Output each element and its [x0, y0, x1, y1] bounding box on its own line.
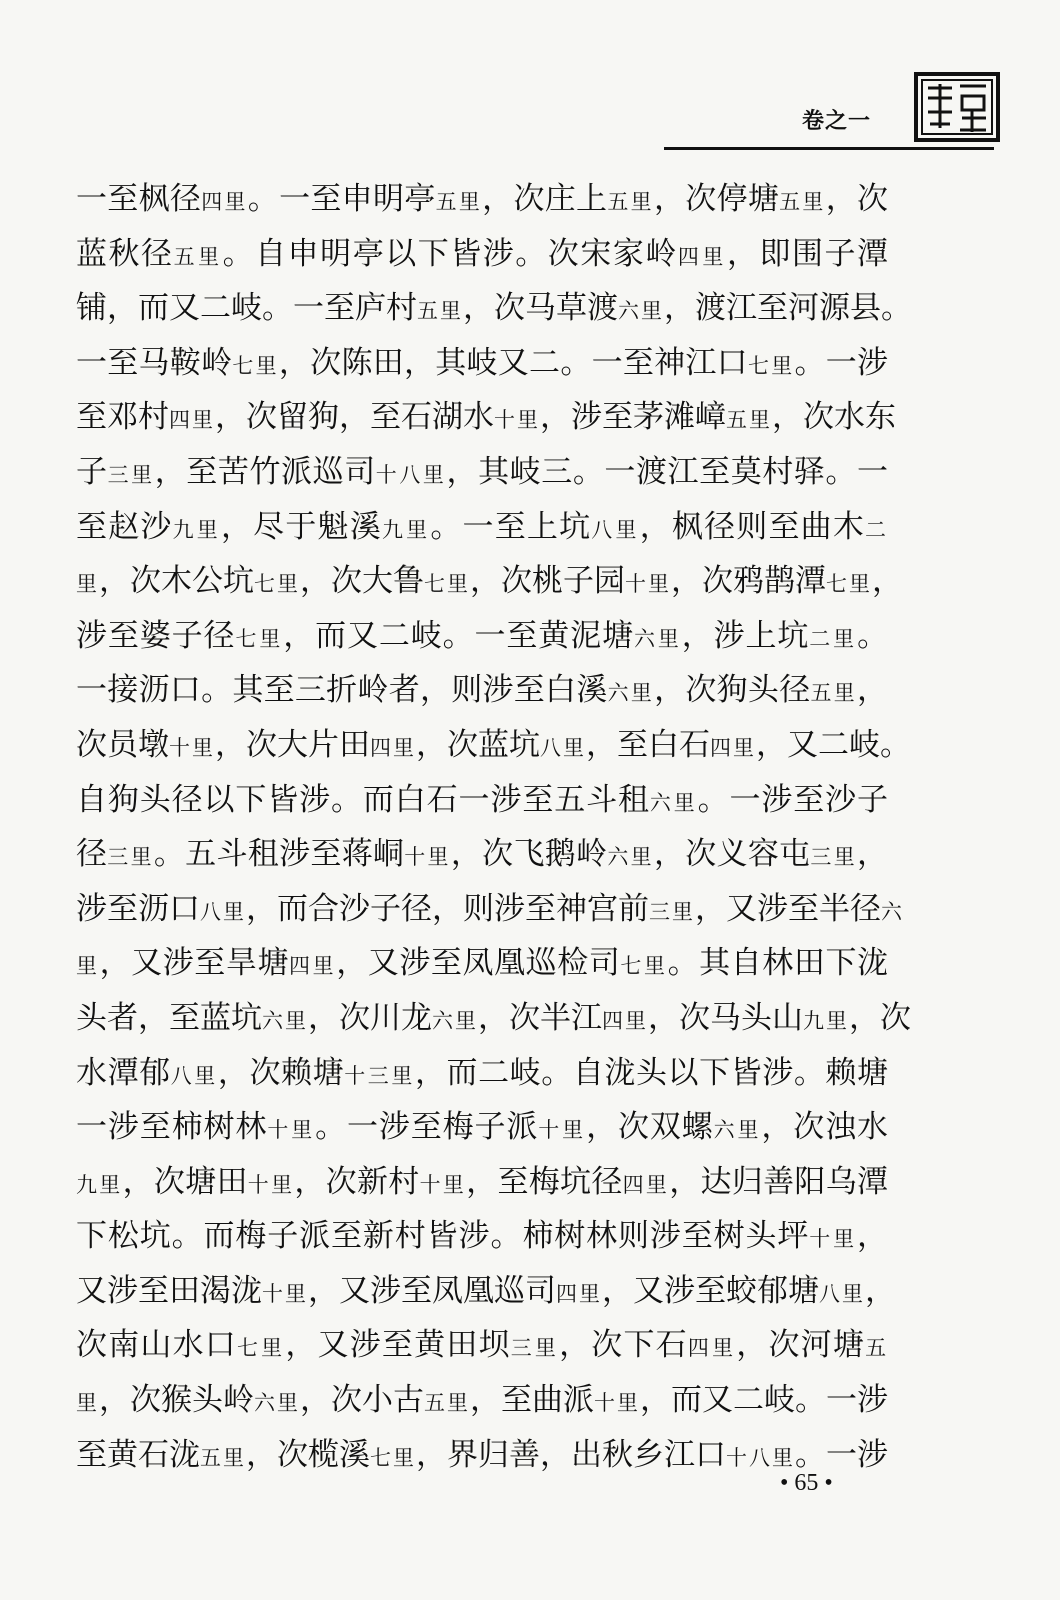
text-segment: ，次猴头岭	[99, 1382, 254, 1419]
distance-note: 四里	[710, 735, 756, 760]
text-segment: ，至梅坑径	[466, 1163, 623, 1200]
distance-note: 五里	[200, 1445, 246, 1470]
distance-note: 六里	[607, 845, 654, 870]
distance-note: 三里	[649, 899, 695, 924]
distance-note: 七里	[424, 572, 470, 597]
distance-note: 八里	[200, 899, 246, 924]
distance-note: 六里	[618, 299, 664, 324]
distance-note: 九里	[172, 517, 221, 542]
text-segment: ，次义容屯	[653, 836, 811, 873]
distance-note: 四里	[289, 954, 337, 979]
text-line	[76, 1155, 888, 1210]
text-line	[76, 500, 888, 555]
text-segment: ，次鸦鹊潭	[671, 563, 826, 600]
text-segment: ，次浊水	[761, 1109, 889, 1146]
text-segment: 至邓村	[76, 399, 169, 436]
text-line	[76, 718, 911, 773]
text-segment: 一涉至柿树林	[76, 1109, 268, 1146]
distance-note: 九里	[76, 1172, 123, 1197]
text-line	[76, 991, 911, 1046]
text-segment: 一接沥口。其至三折岭者，则涉至白溪	[76, 672, 608, 709]
distance-note: 十里	[538, 1118, 587, 1143]
distance-note: 四里	[687, 1336, 737, 1361]
text-segment: ，次留狗，至石湖水	[215, 399, 494, 436]
distance-note: 里	[76, 954, 100, 979]
text-segment: 头者，至蓝坑	[76, 999, 262, 1036]
distance-note: 七里	[235, 626, 284, 651]
text-segment: ，涉至茅滩嶂	[540, 399, 726, 436]
distance-note: 里	[76, 1391, 99, 1416]
text-segment: ，次河塘	[736, 1327, 866, 1364]
distance-note: 九里	[803, 1008, 849, 1033]
distance-note: 四里	[201, 190, 248, 214]
text-line	[76, 336, 888, 391]
distance-note: 五里	[417, 299, 463, 324]
text-line	[76, 390, 896, 445]
text-segment: ，而又二岐。一至黄泥塘	[283, 617, 634, 654]
distance-note: 六里	[633, 626, 682, 651]
text-segment: ，次双螺	[586, 1109, 714, 1146]
text-segment: ，其岐三。一渡江至莫村驿。一	[446, 453, 889, 490]
text-segment: ，次榄溪	[246, 1436, 370, 1473]
text-line	[76, 1428, 888, 1483]
text-segment: 下松坑。而梅子派至新村皆涉。柿树林则涉至树头坪	[76, 1218, 810, 1255]
distance-note: 六	[881, 899, 904, 924]
distance-note: 七里	[620, 954, 668, 979]
text-segment: ，次大鲁	[300, 563, 424, 600]
distance-note: 十里	[267, 1118, 316, 1143]
distance-note: 四里	[622, 1172, 670, 1197]
text-segment: ，	[872, 563, 903, 600]
distance-note: 五里	[424, 1391, 470, 1416]
text-segment: ，又涉至蛟郁塘	[602, 1272, 819, 1309]
text-segment: ，	[857, 836, 889, 873]
distance-note: 四里	[677, 244, 727, 269]
text-segment: ，次赖塘	[217, 1054, 345, 1091]
text-segment: 。五斗租涉至蒋峒	[153, 836, 405, 873]
text-segment: ，即围子潭	[726, 235, 889, 272]
text-line	[76, 827, 888, 882]
distance-note: 六里	[713, 1118, 762, 1143]
text-segment: ，次马头山	[648, 999, 803, 1036]
text-segment: 。一至申明亭	[247, 181, 436, 217]
distance-note: 七里	[826, 572, 872, 597]
text-segment: ，次	[849, 999, 911, 1036]
distance-note: 五	[865, 1336, 889, 1361]
text-segment: ，次飞鹅岭	[450, 836, 608, 873]
text-segment: ，次新村	[294, 1163, 420, 1200]
distance-note: 二里	[809, 626, 858, 651]
text-segment: ，次	[825, 181, 889, 217]
text-segment: 。其自林田下泷	[667, 945, 889, 982]
text-segment: 。	[857, 617, 889, 654]
text-line	[76, 1100, 888, 1155]
text-segment: ，	[857, 1218, 889, 1255]
text-line	[76, 609, 888, 664]
text-segment: 蓝秋径	[76, 235, 174, 272]
distance-note: 十里	[419, 1172, 467, 1197]
text-line	[76, 773, 888, 828]
distance-note: 七里	[370, 1445, 416, 1470]
text-segment: 至黄石泷	[76, 1436, 200, 1473]
text-line	[76, 281, 912, 336]
text-segment: ，尽于魁溪	[220, 508, 382, 545]
distance-note: 六里	[262, 1008, 308, 1033]
distance-note: 四里	[602, 1008, 648, 1033]
distance-note: 七里	[236, 1336, 286, 1361]
text-line	[76, 1318, 888, 1373]
distance-note: 十八里	[375, 462, 447, 487]
distance-note: 十里	[809, 1227, 858, 1252]
text-segment: ，而二岐。自泷头以下皆涉。赖塘	[414, 1054, 889, 1091]
distance-note: 十里	[594, 1391, 640, 1416]
text-segment: 。一涉至梅子派	[315, 1109, 539, 1146]
distance-note: 五里	[779, 190, 826, 214]
text-line	[76, 1209, 888, 1264]
distance-note: 十里	[494, 408, 540, 433]
text-segment: ，次停塘	[653, 181, 780, 217]
text-segment: ，又涉至凤凰巡检司	[336, 945, 621, 982]
distance-note: 十里	[169, 735, 215, 760]
distance-note: 五里	[810, 681, 858, 706]
distance-note: 十里	[404, 845, 451, 870]
text-segment: 涉至沥口	[76, 890, 200, 927]
text-segment: ，至苦竹派巡司	[154, 453, 376, 490]
distance-note: 里	[76, 572, 99, 597]
text-segment: 自狗头径以下皆涉。而白石一涉至五斗租	[76, 781, 650, 818]
text-segment: ，次塘田	[122, 1163, 248, 1200]
text-segment: 次员墩	[76, 726, 169, 763]
distance-note: 九里	[381, 517, 431, 542]
text-line	[76, 554, 903, 609]
text-segment: ，次水东	[772, 399, 896, 436]
text-segment: ，达归善阳乌潭	[669, 1163, 889, 1200]
distance-note: 七里	[232, 353, 279, 378]
text-segment: ，次半江	[478, 999, 602, 1036]
text-segment: ，又涉至凤凰巡司	[308, 1272, 556, 1309]
text-segment: ，而合沙子径，则涉至神宫前	[246, 890, 649, 927]
text-segment: ，次桃子园	[470, 563, 625, 600]
body-text	[76, 172, 912, 1482]
text-segment: ，至白石	[586, 726, 710, 763]
text-segment: 。自申明亭以下皆涉。次宋家岭	[222, 235, 678, 272]
text-segment: ，次陈田，其岐又二。一至神江口	[278, 344, 748, 381]
distance-note: 五里	[607, 190, 654, 214]
text-segment: ，次狗头径	[654, 672, 811, 709]
distance-note: 十里	[247, 1172, 295, 1197]
distance-note: 十里	[262, 1281, 308, 1306]
distance-note: 二	[865, 517, 889, 542]
text-segment: ，涉上坑	[681, 617, 810, 654]
distance-note: 七里	[747, 353, 795, 378]
text-segment: 又涉至田渴泷	[76, 1272, 262, 1309]
text-segment: ，又涉至黄田坝	[285, 1327, 511, 1364]
distance-note: 三里	[510, 1336, 560, 1361]
distance-note: 十三里	[344, 1063, 415, 1088]
text-segment: 。一至上坑	[430, 508, 592, 545]
text-segment: 。一涉	[794, 344, 889, 381]
text-segment: 子	[76, 453, 108, 490]
text-line	[76, 1046, 888, 1101]
page-number: • 65 •	[780, 1470, 833, 1496]
text-segment: 涉至婆子径	[76, 617, 236, 654]
text-line	[76, 1264, 896, 1319]
distance-note: 六里	[607, 681, 655, 706]
distance-note: 三里	[810, 845, 858, 870]
text-segment: ，次下石	[559, 1327, 688, 1364]
text-segment: 。一涉至沙子	[697, 781, 889, 818]
text-segment: 至赵沙	[76, 508, 173, 545]
text-segment: ，次小古	[300, 1382, 424, 1419]
text-segment: ，次马草渡	[463, 290, 618, 327]
text-segment: ，又二岐。	[756, 726, 911, 763]
distance-note: 七里	[254, 572, 300, 597]
text-segment: 铺，而又二岐。一至庐村	[76, 290, 417, 327]
text-line	[76, 663, 888, 718]
running-header-title: 卷之一	[802, 109, 872, 134]
distance-note: 十八里	[726, 1445, 795, 1470]
distance-note: 六里	[254, 1391, 300, 1416]
text-segment: 次南山水口	[76, 1327, 237, 1364]
distance-note: 五里	[173, 244, 223, 269]
distance-note: 八里	[540, 735, 586, 760]
text-segment: 。一涉	[795, 1436, 888, 1473]
text-segment: ，至曲派	[470, 1382, 594, 1419]
text-segment: ，而又二岐。一涉	[640, 1382, 888, 1419]
text-segment: ，又涉至旱塘	[99, 945, 290, 982]
text-line	[76, 227, 888, 282]
distance-note: 四里	[169, 408, 215, 433]
text-segment: 一至马鞍岭	[76, 344, 233, 381]
distance-note: 八里	[170, 1063, 218, 1088]
distance-note: 三里	[107, 845, 154, 870]
text-segment: ，	[857, 672, 889, 709]
text-segment: 径	[76, 836, 108, 873]
header-rule	[664, 147, 994, 150]
distance-note: 八里	[591, 517, 640, 542]
text-segment: ，枫径则至曲木	[639, 508, 866, 545]
text-segment: ，次川龙	[308, 999, 432, 1036]
distance-note: 三里	[107, 462, 155, 487]
text-line	[76, 882, 904, 937]
distance-note: 十里	[625, 572, 671, 597]
text-segment: ，次蓝坑	[416, 726, 540, 763]
text-segment: 水潭郁	[76, 1054, 171, 1091]
text-line	[76, 445, 888, 500]
text-line	[76, 1373, 888, 1428]
distance-note: 四里	[556, 1281, 602, 1306]
distance-note: 五里	[726, 408, 772, 433]
distance-note: 五里	[435, 190, 483, 214]
text-segment: 一至枫径	[76, 181, 202, 217]
text-segment: ，又涉至半径	[695, 890, 881, 927]
seal-stamp-icon	[914, 72, 1000, 142]
distance-note: 六里	[649, 790, 698, 815]
distance-note: 四里	[370, 735, 416, 760]
text-segment: ，次大片田	[215, 726, 370, 763]
text-segment: ，界归善，出秋乡江口	[416, 1436, 726, 1473]
text-segment: ，渡江至河源县。	[664, 290, 912, 327]
text-segment: ，	[865, 1272, 896, 1309]
distance-note: 八里	[819, 1281, 865, 1306]
text-segment: ，次庄上	[482, 181, 608, 217]
text-segment: ，次木公坑	[99, 563, 254, 600]
text-line	[76, 936, 888, 991]
text-line	[76, 172, 888, 227]
distance-note: 六里	[432, 1008, 478, 1033]
